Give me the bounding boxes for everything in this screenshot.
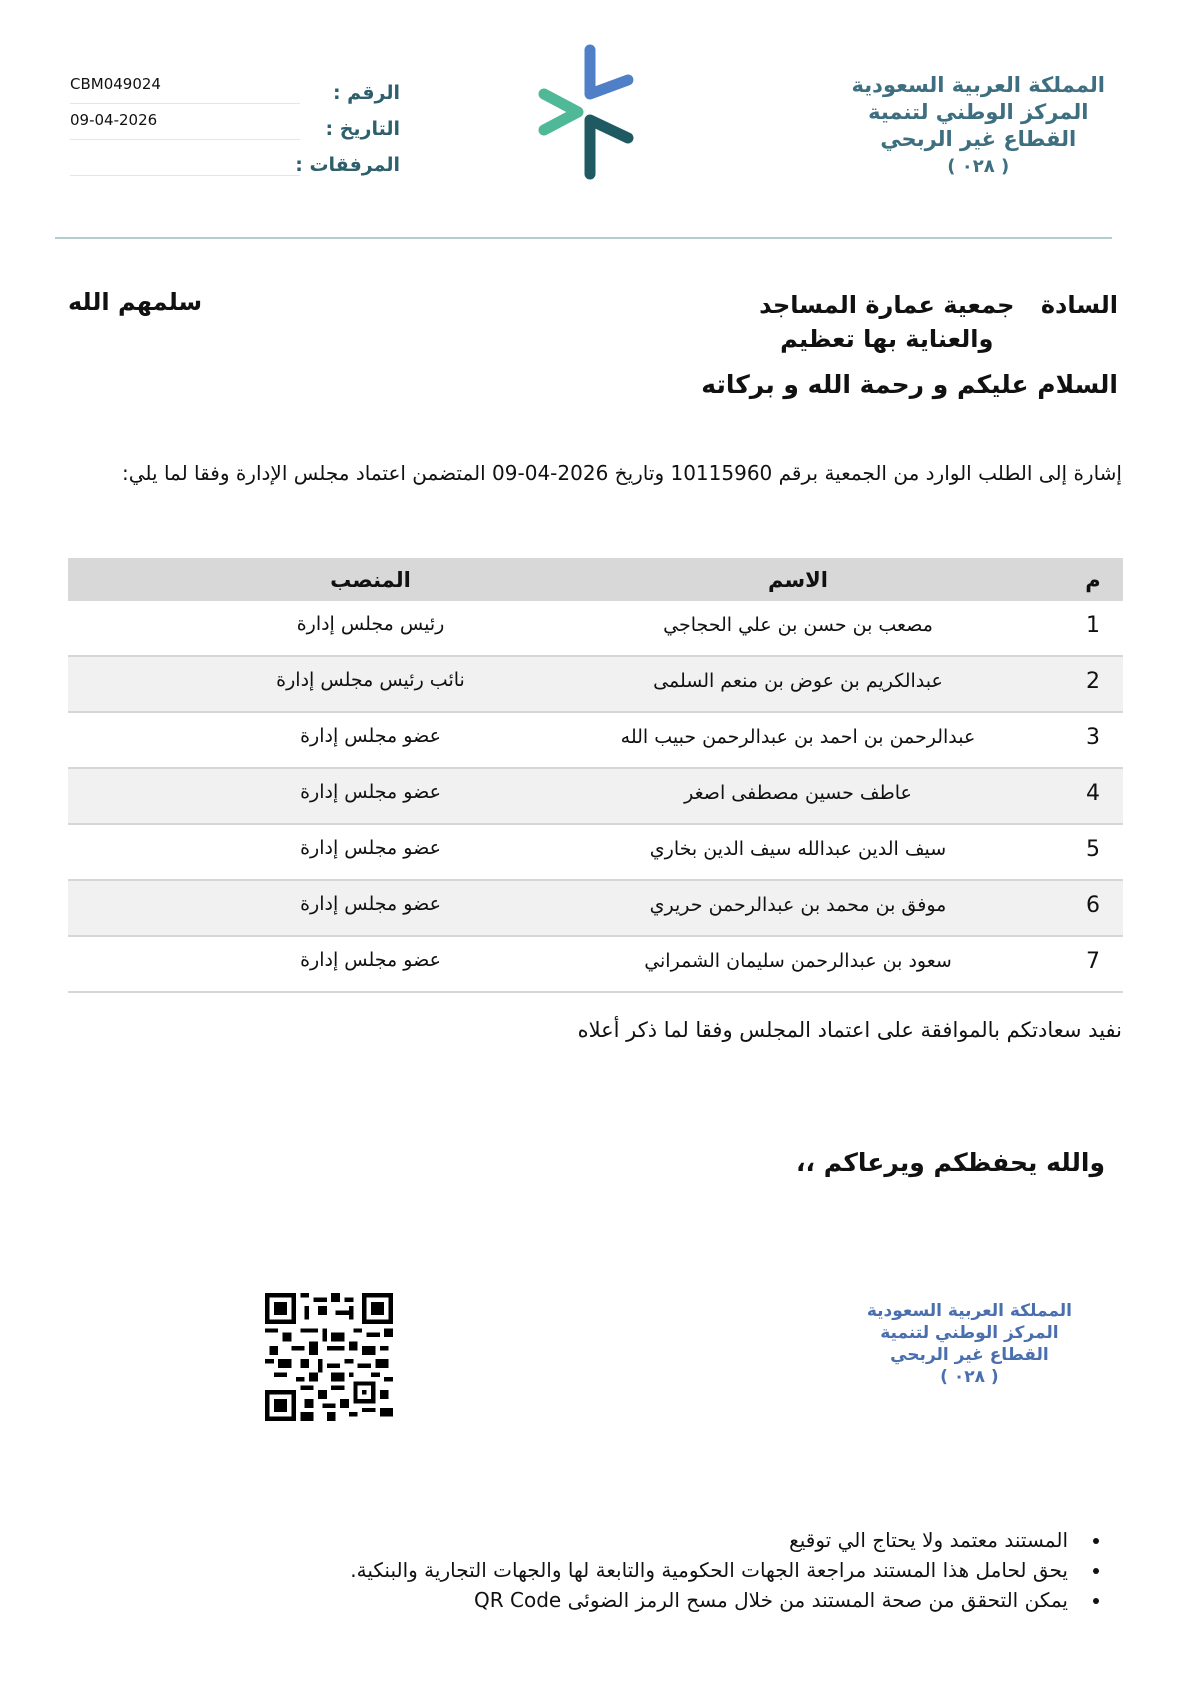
- row-name: عبدالرحمن بن احمد بن عبدالرحمن حبيب الله: [620, 726, 976, 748]
- row-position: عضو مجلس إدارة: [300, 949, 441, 971]
- row-position: عضو مجلس إدارة: [300, 725, 441, 747]
- row-num: 6: [1086, 893, 1100, 918]
- org-code: ( ٠٢٨ ): [940, 1367, 999, 1387]
- org-line: المملكة العربية السعودية: [866, 1301, 1072, 1321]
- board-members-table: [68, 558, 1123, 993]
- row-position: رئيس مجلس إدارة: [296, 613, 445, 635]
- meta-attachments-value: [70, 147, 300, 176]
- addressee-name-line: جمعية عمارة المساجد: [759, 291, 1015, 319]
- org-line: المركز الوطني لتنمية: [880, 1323, 1059, 1343]
- row-name: مصعب بن حسن بن علي الحجاجي: [663, 614, 933, 636]
- closing-blessing: والله يحفظكم ويرعاكم ،،: [796, 1148, 1105, 1177]
- intro-paragraph: إشارة إلى الطلب الوارد من الجمعية برقم 10115960 وتاريخ 2026-04-09 المتضمن اعتماد مجلس الإدارة وفقا لما يلي:: [121, 461, 1122, 485]
- meta-number-row: [70, 68, 400, 104]
- approval-statement: نفيد سعادتكم بالموافقة على اعتماد المجلس وفقا لما ذكر أعلاه: [577, 1018, 1122, 1042]
- org-name-footer: [867, 1300, 1072, 1388]
- table-row: [68, 825, 1123, 881]
- qr-code-icon[interactable]: [265, 1293, 393, 1421]
- addressee-label: السادة: [1040, 291, 1118, 319]
- header-num: م: [1085, 567, 1101, 592]
- row-num: 1: [1086, 613, 1100, 638]
- header-divider: [55, 237, 1112, 239]
- meta-number-label: الرقم :: [332, 82, 400, 104]
- org-line: القطاع غير الربحي: [890, 1345, 1049, 1365]
- note-item: • يحق لحامل هذا المستند مراجعة الجهات الحكومية والتابعة لها والجهات التجارية والبنكية.: [350, 1555, 1080, 1585]
- table-row: [68, 937, 1123, 993]
- table-row: [68, 769, 1123, 825]
- row-position: عضو مجلس إدارة: [300, 781, 441, 803]
- row-position: عضو مجلس إدارة: [300, 893, 441, 915]
- row-num: 4: [1086, 781, 1100, 806]
- note-item: • المستند معتمد ولا يحتاج الي توقيع: [350, 1525, 1080, 1555]
- table-row: [68, 713, 1123, 769]
- ncnp-star-logo-icon: [530, 42, 650, 182]
- table-header: [68, 558, 1123, 601]
- row-name: عاطف حسين مصطفى اصغر: [684, 782, 912, 804]
- org-name-header: [852, 72, 1105, 180]
- row-name: سعود بن عبدالرحمن سليمان الشمراني: [644, 950, 952, 972]
- document-meta: [70, 68, 400, 176]
- salutation: سلمهم الله: [68, 288, 203, 316]
- row-num: 7: [1086, 949, 1100, 974]
- org-code: ( ٠٢٨ ): [947, 156, 1010, 177]
- row-num: 5: [1086, 837, 1100, 862]
- org-line: القطاع غير الربحي: [880, 127, 1077, 151]
- table-row: [68, 657, 1123, 713]
- addressee: [759, 288, 1118, 356]
- meta-attachments-row: [70, 140, 400, 176]
- row-name: موفق بن محمد بن عبدالرحمن حريري: [649, 894, 947, 916]
- row-name: سيف الدين عبدالله سيف الدين بخاري: [649, 838, 947, 860]
- row-num: 3: [1086, 725, 1100, 750]
- row-num: 2: [1086, 669, 1100, 694]
- row-name: عبدالكريم بن عوض بن منعم السلمى: [653, 670, 943, 692]
- meta-number-value: CBM049024: [70, 75, 300, 104]
- table-row: [68, 601, 1123, 657]
- row-position: عضو مجلس إدارة: [300, 837, 441, 859]
- row-position: نائب رئيس مجلس إدارة: [276, 669, 465, 691]
- greeting: السلام عليكم و رحمة الله و بركاته: [701, 370, 1118, 399]
- meta-date-row: [70, 104, 400, 140]
- note-item: • يمكن التحقق من صحة المستند من خلال مسح الرمز الضوئى QR Code: [350, 1585, 1080, 1615]
- meta-date-label: التاريخ :: [325, 118, 400, 140]
- header-position: المنصب: [330, 567, 411, 592]
- table-row: [68, 881, 1123, 937]
- addressee-name: [759, 288, 1014, 356]
- footer-notes: [350, 1525, 1110, 1615]
- header-name: الاسم: [768, 567, 828, 592]
- org-line: المملكة العربية السعودية: [851, 73, 1105, 97]
- org-line: المركز الوطني لتنمية: [868, 100, 1089, 124]
- addressee-name-line: والعناية بها تعظيم: [780, 325, 994, 353]
- meta-date-value: 09-04-2026: [70, 111, 300, 140]
- meta-attachments-label: المرفقات :: [295, 154, 400, 176]
